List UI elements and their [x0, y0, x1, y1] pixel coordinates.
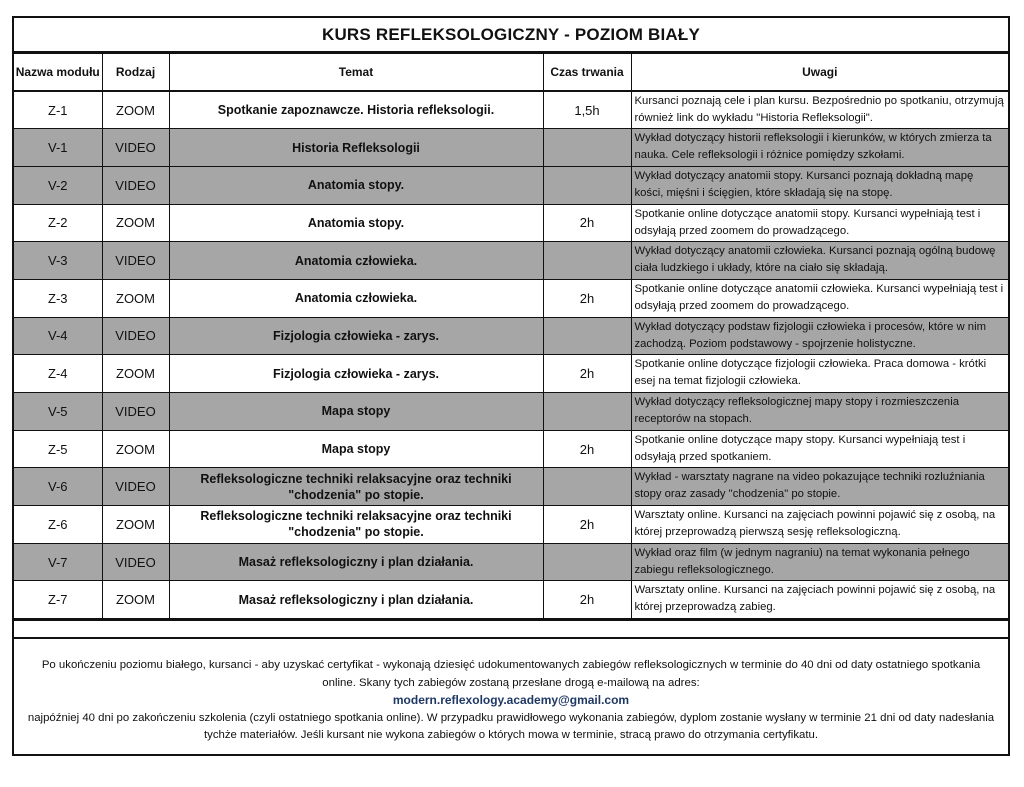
notes-cell: Wykład - warsztaty nagrane na video pokazujące techniki rozluźniania stopy oraz zasady "chodzenia" po stopie.	[631, 468, 1008, 506]
header-module: Nazwa modułu	[14, 54, 102, 92]
notes-cell: Wykład dotyczący anatomii stopy. Kursanci poznają dokładną mapę kości, mięśni i ścięgien, które składają się na stopę.	[631, 166, 1008, 204]
duration-cell	[543, 543, 631, 581]
document-title: KURS REFLEKSOLOGICZNY - POZIOM BIAŁY	[14, 18, 1008, 53]
topic-cell: Anatomia człowieka.	[169, 242, 543, 280]
header-duration: Czas trwania	[543, 54, 631, 92]
duration-cell: 2h	[543, 581, 631, 619]
table-row	[14, 279, 1008, 317]
header-topic: Temat	[169, 54, 543, 92]
footer-text-2: najpóźniej 40 dni po zakończeniu szkolenia (czyli ostatniego spotkania online). W przypadku prawidłowego wykonania zabiegów, dyplom zostanie wysłany w terminie 21 dni od daty nadesłania tychże materiałów. Jeśli kursant nie wykona zabiegów o których mowa w terminie, stracą prawo do otrzymania certyfikatu.	[27, 711, 995, 742]
table-row	[14, 543, 1008, 581]
duration-cell	[543, 317, 631, 355]
notes-cell: Wykład dotyczący podstaw fizjologii człowieka i procesów, które w nim zachodzą. Poziom podstawowy - spojrzenie holistyczne.	[631, 317, 1008, 355]
module-cell: V-4	[14, 317, 102, 355]
module-cell: Z-3	[14, 279, 102, 317]
notes-cell: Wykład dotyczący anatomii człowieka. Kursanci poznają ogólną budowę ciała ludzkiego i układy, które na ciało się składają.	[631, 242, 1008, 280]
type-cell: VIDEO	[102, 129, 169, 167]
notes-cell: Wykład oraz film (w jednym nagraniu) na temat wykonania pełnego zabiegu refleksologicznego.	[631, 543, 1008, 581]
topic-cell: Mapa stopy	[169, 430, 543, 468]
notes-cell: Spotkanie online dotyczące anatomii człowieka. Kursanci wypełniają test i odsyłają przed zoomem do prowadzącego.	[631, 279, 1008, 317]
topic-cell: Historia Refleksologii	[169, 129, 543, 167]
duration-cell: 2h	[543, 430, 631, 468]
type-cell: VIDEO	[102, 468, 169, 506]
module-cell: V-3	[14, 242, 102, 280]
table-row	[14, 506, 1008, 544]
module-cell: Z-2	[14, 204, 102, 242]
module-cell: Z-1	[14, 91, 102, 129]
course-table	[14, 53, 1008, 619]
type-cell: ZOOM	[102, 430, 169, 468]
module-cell: Z-6	[14, 506, 102, 544]
type-cell: ZOOM	[102, 355, 169, 393]
module-cell: V-1	[14, 129, 102, 167]
module-cell: Z-7	[14, 581, 102, 619]
notes-cell: Spotkanie online dotyczące anatomii stopy. Kursanci wypełniają test i odsyłają przed zoomem do prowadzącego.	[631, 204, 1008, 242]
topic-cell: Anatomia stopy.	[169, 166, 543, 204]
table-row	[14, 317, 1008, 355]
header-notes: Uwagi	[631, 54, 1008, 92]
table-header-row	[14, 54, 1008, 92]
duration-cell	[543, 129, 631, 167]
table-row	[14, 393, 1008, 431]
table-row	[14, 242, 1008, 280]
type-cell: VIDEO	[102, 242, 169, 280]
topic-cell: Refleksologiczne techniki relaksacyjne oraz techniki "chodzenia" po stopie.	[169, 506, 543, 544]
notes-cell: Wykład dotyczący refleksologicznej mapy stopy i rozmieszczenia receptorów na stopach.	[631, 393, 1008, 431]
table-row	[14, 166, 1008, 204]
notes-cell: Spotkanie online dotyczące mapy stopy. Kursanci wypełniają test i odsyłają przed spotkaniem.	[631, 430, 1008, 468]
topic-cell: Masaż refleksologiczny i plan działania.	[169, 543, 543, 581]
table-row	[14, 355, 1008, 393]
duration-cell	[543, 242, 631, 280]
type-cell: ZOOM	[102, 204, 169, 242]
type-cell: VIDEO	[102, 317, 169, 355]
duration-cell	[543, 468, 631, 506]
document-frame	[12, 16, 1010, 756]
notes-cell: Wykład dotyczący historii refleksologii i kierunków, w których zmierza ta nauka. Cele refleksologii i różnice pomiędzy szkołami.	[631, 129, 1008, 167]
topic-cell: Mapa stopy	[169, 393, 543, 431]
footer-note	[14, 639, 1008, 745]
table-footer-spacer	[14, 619, 1008, 639]
topic-cell: Anatomia człowieka.	[169, 279, 543, 317]
footer-email: modern.reflexology.academy@gmail.com	[392, 693, 630, 708]
topic-cell: Masaż refleksologiczny i plan działania.	[169, 581, 543, 619]
type-cell: VIDEO	[102, 393, 169, 431]
topic-cell: Fizjologia człowieka - zarys.	[169, 317, 543, 355]
module-cell: V-6	[14, 468, 102, 506]
topic-cell: Refleksologiczne techniki relaksacyjne oraz techniki "chodzenia" po stopie.	[169, 468, 543, 506]
type-cell: ZOOM	[102, 279, 169, 317]
duration-cell: 1,5h	[543, 91, 631, 129]
table-row	[14, 129, 1008, 167]
footer-text-1: Po ukończeniu poziomu białego, kursanci - aby uzyskać certyfikat - wykonają dziesięć udokumentowanych zabiegów refleksologicznych w terminie do 40 dni od daty ostatniego spotkania online. Skany tych zabiegów zostaną przesłane drogą e-mailową na adres:	[41, 659, 981, 689]
topic-cell: Fizjologia człowieka - zarys.	[169, 355, 543, 393]
type-cell: VIDEO	[102, 543, 169, 581]
header-type: Rodzaj	[102, 54, 169, 92]
table-row	[14, 430, 1008, 468]
notes-cell: Warsztaty online. Kursanci na zajęciach powinni pojawić się z osobą, na której przeprowadzą pierwszą sesję refleksologiczną.	[631, 506, 1008, 544]
table-row	[14, 581, 1008, 619]
type-cell: ZOOM	[102, 581, 169, 619]
module-cell: V-7	[14, 543, 102, 581]
duration-cell: 2h	[543, 506, 631, 544]
duration-cell	[543, 393, 631, 431]
module-cell: Z-4	[14, 355, 102, 393]
duration-cell: 2h	[543, 355, 631, 393]
topic-cell: Anatomia stopy.	[169, 204, 543, 242]
module-cell: Z-5	[14, 430, 102, 468]
duration-cell: 2h	[543, 204, 631, 242]
module-cell: V-5	[14, 393, 102, 431]
duration-cell	[543, 166, 631, 204]
topic-cell: Spotkanie zapoznawcze. Historia refleksologii.	[169, 91, 543, 129]
type-cell: ZOOM	[102, 91, 169, 129]
duration-cell: 2h	[543, 279, 631, 317]
module-cell: V-2	[14, 166, 102, 204]
table-row	[14, 204, 1008, 242]
type-cell: VIDEO	[102, 166, 169, 204]
notes-cell: Spotkanie online dotyczące fizjologii człowieka. Praca domowa - krótki esej na temat fizjologii człowieka.	[631, 355, 1008, 393]
type-cell: ZOOM	[102, 506, 169, 544]
notes-cell: Warsztaty online. Kursanci na zajęciach powinni pojawić się z osobą, na której przeprowadzą zabieg.	[631, 581, 1008, 619]
table-row	[14, 91, 1008, 129]
table-row	[14, 468, 1008, 506]
notes-cell: Kursanci poznają cele i plan kursu. Bezpośrednio po spotkaniu, otrzymują również link do wykładu "Historia Refleksologii".	[631, 91, 1008, 129]
